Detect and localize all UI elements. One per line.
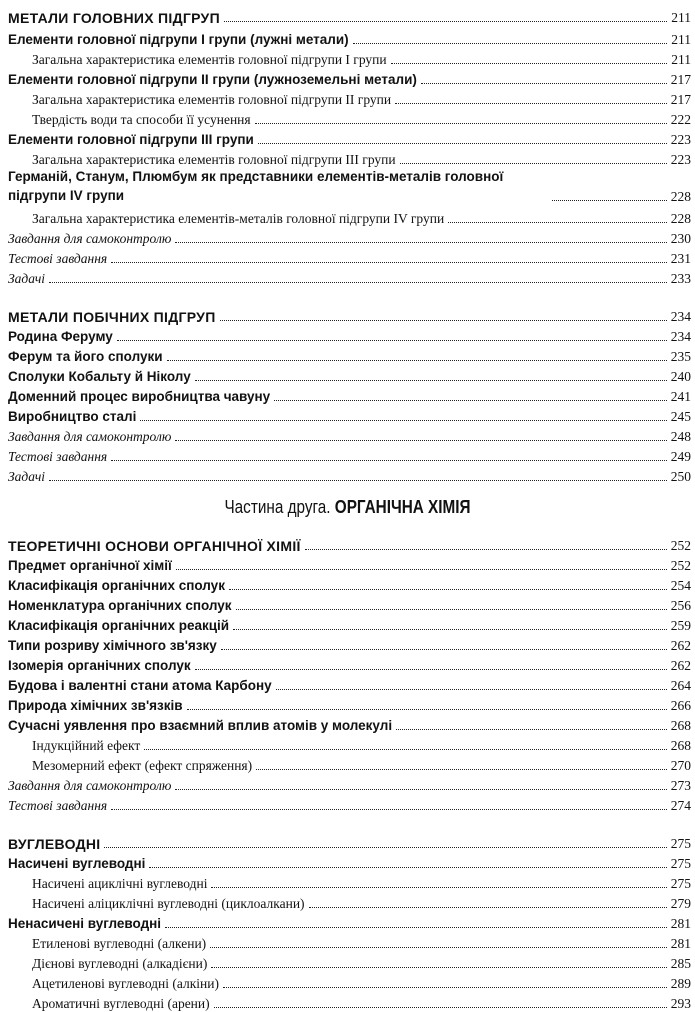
toc-entry[interactable] xyxy=(8,892,691,912)
dot-leader xyxy=(223,987,667,988)
part-heading xyxy=(52,497,643,518)
toc-entry-title: Типи розриву хімічного зв'язку xyxy=(8,638,217,653)
toc-entry[interactable] xyxy=(8,365,691,385)
dot-leader xyxy=(220,320,667,321)
part-heading-prefix: Частина друга. xyxy=(224,497,331,517)
toc-entry[interactable] xyxy=(8,992,691,1012)
toc-entry-title: Завдання для самоконтролю xyxy=(8,429,172,444)
dot-leader xyxy=(274,400,667,401)
dot-leader xyxy=(391,63,668,64)
toc-entry-page: 274 xyxy=(670,798,691,813)
toc-entry[interactable] xyxy=(8,932,691,952)
toc-entry[interactable] xyxy=(8,654,691,674)
toc-entry-title: Ізомерія органічних сполук xyxy=(8,658,191,673)
dot-leader xyxy=(395,103,667,104)
toc-entry[interactable] xyxy=(8,108,691,128)
dot-leader xyxy=(165,927,667,928)
dot-leader xyxy=(167,360,667,361)
toc-entry-page: 268 xyxy=(670,718,691,733)
dot-leader xyxy=(396,729,667,730)
toc-entry[interactable] xyxy=(8,385,691,405)
dot-leader xyxy=(229,589,667,590)
toc-entry[interactable] xyxy=(8,634,691,654)
toc-entry-title: Ненасичені вуглеводні xyxy=(8,916,162,931)
toc-entry-title: Загальна характеристика елементів головної підгрупи І групи xyxy=(32,52,387,67)
toc-entry-page: 275 xyxy=(670,876,691,891)
toc-entry-title: Завдання для самоконтролю xyxy=(8,231,172,246)
dot-leader xyxy=(211,967,666,968)
toc-entry-title: Елементи головної підгрупи І групи (лужні метали) xyxy=(8,32,349,47)
toc-entry-page: 234 xyxy=(670,329,691,344)
toc-entry[interactable] xyxy=(8,614,691,634)
dot-leader xyxy=(221,649,667,650)
toc-entry-page: 259 xyxy=(670,618,691,633)
dot-leader xyxy=(104,847,666,848)
toc-entry-title: Дієнові вуглеводні (алкадієни) xyxy=(32,956,208,971)
toc-entry-title: Тестові завдання xyxy=(8,449,108,464)
toc-entry[interactable] xyxy=(8,405,691,425)
toc-entry[interactable] xyxy=(8,734,691,754)
toc-entry-page: 228 xyxy=(670,189,691,204)
dot-leader xyxy=(552,200,667,201)
toc-entry-page: 262 xyxy=(670,658,691,673)
dot-leader xyxy=(309,907,667,908)
dot-leader xyxy=(195,380,667,381)
toc-entry[interactable] xyxy=(8,465,691,485)
toc-entry-page: 211 xyxy=(671,32,691,47)
toc-entry-title: ВУГЛЕВОДНІ xyxy=(8,836,101,852)
toc-entry-title: Класифікація органічних сполук xyxy=(8,578,225,593)
toc-entry-title: Германій, Станум, Плюмбум як представники елементів-металів головної підгрупи IV групи xyxy=(8,169,504,203)
dot-leader xyxy=(258,143,667,144)
toc-entry-page: 235 xyxy=(670,349,691,364)
toc-entry-page: 228 xyxy=(670,211,691,226)
toc-entry-page: 234 xyxy=(670,309,691,324)
toc-entry-page: 279 xyxy=(670,896,691,911)
toc-entry-page: 293 xyxy=(670,996,691,1011)
toc-entry-title: Насичені ациклічні вуглеводні xyxy=(32,876,208,891)
toc-entry-title: Тестові завдання xyxy=(8,251,108,266)
toc-entry-page: 223 xyxy=(670,132,691,147)
toc-entry-page: 273 xyxy=(670,778,691,793)
toc-entry[interactable] xyxy=(8,534,691,554)
toc-entry-page: 241 xyxy=(670,389,691,404)
toc-entry-title: Виробництво сталі xyxy=(8,409,137,424)
toc-entry[interactable] xyxy=(8,872,691,892)
dot-leader xyxy=(111,809,667,810)
toc-entry[interactable] xyxy=(8,574,691,594)
toc-entry[interactable] xyxy=(8,832,691,852)
toc-entry[interactable] xyxy=(8,714,691,734)
toc-entry-page: 211 xyxy=(671,52,691,67)
toc-entry-page: 230 xyxy=(670,231,691,246)
toc-entry-title: Насичені аліциклічні вуглеводні (циклоалкани) xyxy=(32,896,305,911)
dot-leader xyxy=(236,609,667,610)
toc-entry-page: 231 xyxy=(670,251,691,266)
toc-entry-title: Елементи головної підгрупи ІІІ групи xyxy=(8,132,254,147)
toc-entry-title: Ароматичні вуглеводні (арени) xyxy=(32,996,210,1011)
toc-entry-page: 281 xyxy=(670,916,691,931)
toc-entry[interactable] xyxy=(8,694,691,714)
toc-entry-page: 248 xyxy=(670,429,691,444)
toc-entry-page: 252 xyxy=(670,538,691,553)
part-heading-title: ОРГАНІЧНА ХІМІЯ xyxy=(334,497,471,517)
toc-entry-title: Етиленові вуглеводні (алкени) xyxy=(32,936,207,951)
dot-leader xyxy=(421,83,667,84)
toc-entry-page: 223 xyxy=(670,152,691,167)
dot-leader xyxy=(305,549,667,550)
toc-entry-page: 270 xyxy=(670,758,691,773)
toc-entry[interactable] xyxy=(8,167,691,205)
dot-leader xyxy=(140,420,666,421)
toc-entry-title: Індукційний ефект xyxy=(32,738,141,753)
toc-entry-title: Доменний процес виробництва чавуну xyxy=(8,389,271,404)
dot-leader xyxy=(117,340,667,341)
toc-entry-title: Будова і валентні стани атома Карбону xyxy=(8,678,272,693)
toc-entry[interactable] xyxy=(8,674,691,694)
dot-leader xyxy=(176,569,667,570)
toc-entry[interactable] xyxy=(8,754,691,774)
toc-entry[interactable] xyxy=(8,325,691,345)
toc-entry-title: Сполуки Кобальту й Ніколу xyxy=(8,369,191,384)
toc-entry-title: Завдання для самоконтролю xyxy=(8,778,172,793)
toc-entry-title: Предмет органічної хімії xyxy=(8,558,172,573)
toc-entry-page: 262 xyxy=(670,638,691,653)
toc-entry[interactable] xyxy=(8,852,691,872)
toc-entry[interactable] xyxy=(8,774,691,794)
toc-entry[interactable] xyxy=(8,445,691,465)
dot-leader xyxy=(448,222,667,223)
toc-entry-title: Тестові завдання xyxy=(8,798,108,813)
toc-entry[interactable] xyxy=(8,6,691,26)
toc-entry-title: Природа хімічних зв'язків xyxy=(8,698,183,713)
toc-entry[interactable] xyxy=(8,594,691,614)
toc-entry[interactable] xyxy=(8,128,691,148)
dot-leader xyxy=(149,867,666,868)
toc-entry-title: Родина Феруму xyxy=(8,329,113,344)
toc-entry-title: Насичені вуглеводні xyxy=(8,856,146,871)
dot-leader xyxy=(144,749,666,750)
toc-entry-page: 245 xyxy=(670,409,691,424)
toc-entry-page: 268 xyxy=(670,738,691,753)
toc-entry-title: Ферум та його сполуки xyxy=(8,349,163,364)
toc-entry[interactable] xyxy=(8,972,691,992)
toc-entry-title: Класифікація органічних реакцій xyxy=(8,618,230,633)
dot-leader xyxy=(49,480,667,481)
toc-entry[interactable] xyxy=(8,425,691,445)
toc-entry-page: 249 xyxy=(670,449,691,464)
dot-leader xyxy=(111,460,667,461)
toc-entry-title: Загальна характеристика елементів головної підгрупи ІІ групи xyxy=(32,92,392,107)
toc-entry[interactable] xyxy=(8,227,691,247)
dot-leader xyxy=(256,769,667,770)
dot-leader xyxy=(400,163,667,164)
toc-entry[interactable] xyxy=(8,207,691,227)
toc-entry[interactable] xyxy=(8,88,691,108)
toc-entry-title: МЕТАЛИ ПОБІЧНИХ ПІДГРУП xyxy=(8,309,216,325)
toc-entry-page: 289 xyxy=(670,976,691,991)
toc-entry-title: Ацетиленові вуглеводні (алкіни) xyxy=(32,976,219,991)
toc-entry-page: 281 xyxy=(670,936,691,951)
toc-entry[interactable] xyxy=(8,345,691,365)
toc-entry-page: 217 xyxy=(670,72,691,87)
toc-entry-page: 233 xyxy=(670,271,691,286)
dot-leader xyxy=(175,242,666,243)
dot-leader xyxy=(214,1007,667,1008)
toc-entry-title: Мезомерний ефект (ефект спряження) xyxy=(32,758,253,773)
toc-entry-title: Загальна характеристика елементів головної підгрупи ІІІ групи xyxy=(32,152,396,167)
toc-entry-page: 222 xyxy=(670,112,691,127)
dot-leader xyxy=(210,947,667,948)
dot-leader xyxy=(353,43,668,44)
dot-leader xyxy=(111,262,667,263)
toc-entry-page: 240 xyxy=(670,369,691,384)
toc-entry-title: Номенклатура органічних сполук xyxy=(8,598,232,613)
toc-entry-page: 217 xyxy=(670,92,691,107)
dot-leader xyxy=(175,440,666,441)
toc-entry[interactable] xyxy=(8,267,691,287)
toc-entry-title: Твердість води та способи її усунення xyxy=(32,112,251,127)
toc-entry-title: Задачі xyxy=(8,271,46,286)
toc-entry-page: 264 xyxy=(670,678,691,693)
dot-leader xyxy=(211,887,666,888)
toc-entry[interactable] xyxy=(8,952,691,972)
toc-entry-title: МЕТАЛИ ГОЛОВНИХ ПІДГРУП xyxy=(8,10,220,26)
toc-entry[interactable] xyxy=(8,912,691,932)
toc-entry-title: Загальна характеристика елементів-металів головної підгрупи IV групи xyxy=(32,211,445,226)
dot-leader xyxy=(224,21,667,22)
dot-leader xyxy=(49,282,667,283)
dot-leader xyxy=(187,709,667,710)
toc-entry[interactable] xyxy=(8,48,691,68)
toc-entry-page: 211 xyxy=(671,10,691,25)
toc-entry-page: 252 xyxy=(670,558,691,573)
toc-entry-page: 275 xyxy=(670,856,691,871)
toc-entry-page: 275 xyxy=(670,836,691,851)
dot-leader xyxy=(233,629,667,630)
toc-entry[interactable] xyxy=(8,794,691,814)
toc-entry-title: Елементи головної підгрупи ІІ групи (лужноземельні метали) xyxy=(8,72,417,87)
toc-entry-page: 256 xyxy=(670,598,691,613)
toc-entry[interactable] xyxy=(8,554,691,574)
dot-leader xyxy=(276,689,667,690)
toc-entry[interactable] xyxy=(8,68,691,88)
toc-entry-title: ТЕОРЕТИЧНІ ОСНОВИ ОРГАНІЧНОЇ ХІМІЇ xyxy=(8,538,301,554)
toc-entry-page: 250 xyxy=(670,469,691,484)
dot-leader xyxy=(255,123,667,124)
dot-leader xyxy=(175,789,666,790)
toc-entry[interactable] xyxy=(8,28,691,48)
toc-entry-page: 285 xyxy=(670,956,691,971)
toc-entry-title: Сучасні уявлення про взаємний вплив атомів у молекулі xyxy=(8,718,393,733)
toc-entry-title: Задачі xyxy=(8,469,46,484)
dot-leader xyxy=(195,669,667,670)
toc-entry[interactable] xyxy=(8,305,691,325)
toc-entry[interactable] xyxy=(8,247,691,267)
toc-entry-page: 254 xyxy=(670,578,691,593)
toc-entry[interactable] xyxy=(8,148,691,168)
toc-entry-page: 266 xyxy=(670,698,691,713)
